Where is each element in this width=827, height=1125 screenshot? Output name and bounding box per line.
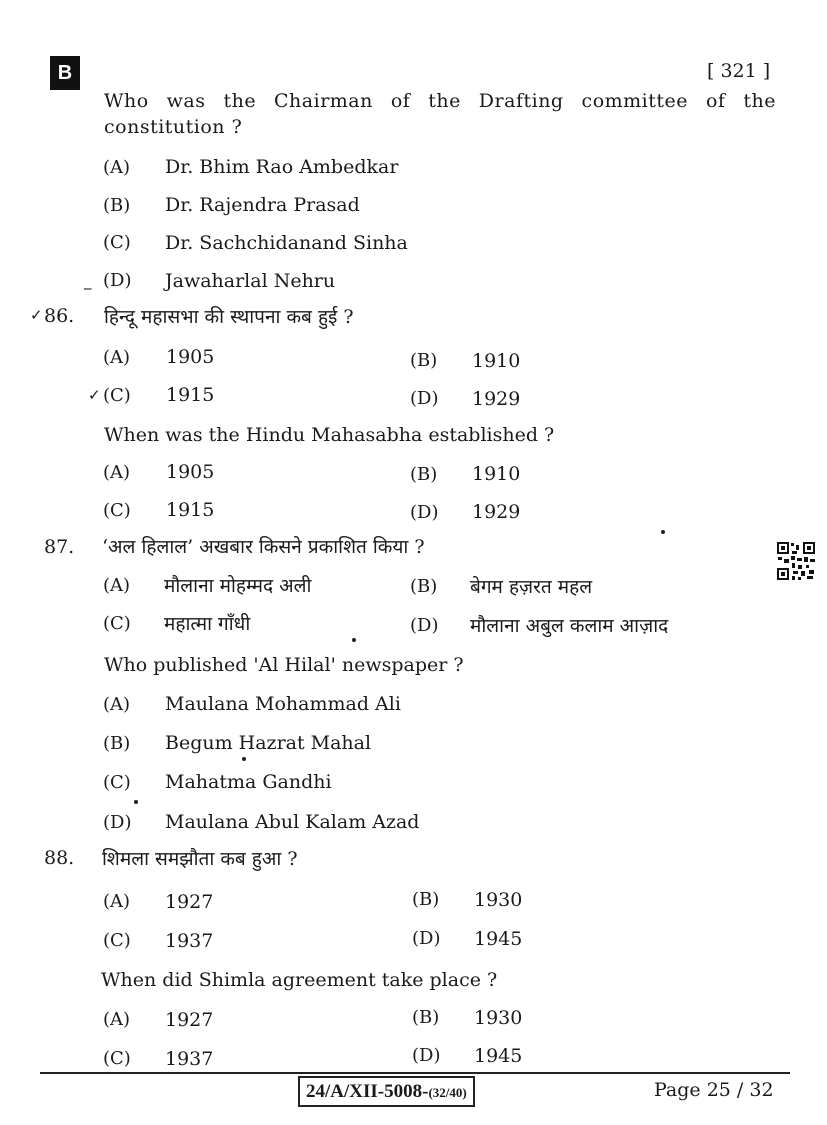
q87-en-option-d-text: Maulana Abul Kalam Azad bbox=[165, 811, 420, 833]
q87-hi-option-b-text: बेगम हज़रत महल bbox=[470, 576, 593, 598]
qr-code-icon bbox=[776, 541, 816, 581]
q86-en-option-b-label: (B) bbox=[410, 464, 438, 485]
q87-hi-option-d-label: (D) bbox=[410, 615, 439, 636]
tick-mark-icon: ✓ bbox=[30, 306, 43, 324]
q85-option-b-text: Dr. Rajendra Prasad bbox=[165, 194, 360, 216]
q88-hi-option-c-text: 1937 bbox=[165, 930, 214, 952]
q88-hi-option-d-text: 1945 bbox=[474, 928, 523, 950]
q88-hi-option-d-label: (D) bbox=[412, 928, 441, 949]
q85-question-line2: constitution ? bbox=[104, 116, 243, 138]
q86-english-question: When was the Hindu Mahasabha established ? bbox=[104, 424, 555, 446]
q88-en-option-c-text: 1937 bbox=[165, 1048, 214, 1070]
q88-hi-option-a-label: (A) bbox=[103, 891, 131, 912]
pen-mark: _ bbox=[84, 272, 92, 290]
page-number: Page 25 / 32 bbox=[654, 1079, 774, 1101]
q85-option-d-text: Jawaharlal Nehru bbox=[165, 270, 336, 292]
paper-code: 24/A/XII-5008- bbox=[306, 1081, 429, 1102]
q86-hindi-question: हिन्दू महासभा की स्थापना कब हुई ? bbox=[104, 306, 354, 328]
q86-hi-option-a-text: 1905 bbox=[166, 346, 215, 368]
q88-en-option-d-text: 1945 bbox=[474, 1045, 523, 1067]
q86-en-option-c-label: (C) bbox=[103, 500, 131, 521]
q88-english-question: When did Shimla agreement take place ? bbox=[101, 969, 498, 991]
q87-hi-option-a-label: (A) bbox=[103, 575, 131, 596]
q86-hi-option-b-label: (B) bbox=[410, 350, 438, 371]
q88-en-option-b-text: 1930 bbox=[474, 1007, 523, 1029]
scan-speck bbox=[661, 530, 665, 534]
q85-option-c-label: (C) bbox=[103, 232, 131, 253]
q85-question-line1: Who was the Chairman of the Drafting committee of the bbox=[104, 90, 776, 112]
q87-hi-option-d-text: मौलाना अबुल कलाम आज़ाद bbox=[470, 615, 669, 637]
q87-en-option-b-label: (B) bbox=[103, 733, 131, 754]
q87-en-option-c-text: Mahatma Gandhi bbox=[165, 771, 332, 793]
q85-option-a-label: (A) bbox=[103, 157, 131, 178]
q88-hi-option-b-label: (B) bbox=[412, 889, 440, 910]
q87-hi-option-c-label: (C) bbox=[103, 613, 131, 634]
q87-hindi-question: ‘अल हिलाल’ अखबार किसने प्रकाशित किया ? bbox=[102, 536, 425, 558]
paper-code-suffix: (32/40) bbox=[428, 1085, 467, 1100]
q88-en-option-d-label: (D) bbox=[412, 1045, 441, 1066]
q88-en-option-a-label: (A) bbox=[103, 1009, 131, 1030]
q87-hi-option-c-text: महात्मा गाँधी bbox=[164, 613, 251, 635]
q88-en-option-c-label: (C) bbox=[103, 1048, 131, 1069]
footer-divider bbox=[40, 1072, 790, 1074]
q86-en-option-d-label: (D) bbox=[410, 502, 439, 523]
q86-hi-option-d-label: (D) bbox=[410, 388, 439, 409]
q86-number: 86. bbox=[44, 305, 75, 327]
section-badge: B bbox=[50, 56, 80, 90]
q86-hi-option-a-label: (A) bbox=[103, 347, 131, 368]
q87-en-option-d-label: (D) bbox=[103, 812, 132, 833]
q86-en-option-a-label: (A) bbox=[103, 462, 131, 483]
q86-hi-option-d-text: 1929 bbox=[472, 388, 521, 410]
q86-en-option-d-text: 1929 bbox=[472, 501, 521, 523]
q86-hi-option-c-label: (C) bbox=[103, 385, 131, 406]
q86-hi-option-c-text: 1915 bbox=[166, 384, 215, 406]
q86-en-option-c-text: 1915 bbox=[166, 499, 215, 521]
q88-hi-option-a-text: 1927 bbox=[165, 891, 214, 913]
scan-speck bbox=[352, 638, 356, 642]
q87-english-question: Who published 'Al Hilal' newspaper ? bbox=[104, 654, 464, 676]
tick-mark-icon: ✓ bbox=[88, 386, 101, 404]
q87-en-option-b-text: Begum Hazrat Mahal bbox=[165, 732, 372, 754]
scan-speck bbox=[134, 800, 138, 804]
scan-speck bbox=[242, 757, 246, 761]
q86-en-option-b-text: 1910 bbox=[472, 463, 521, 485]
q86-hi-option-b-text: 1910 bbox=[472, 350, 521, 372]
q88-hi-option-b-text: 1930 bbox=[474, 889, 523, 911]
q87-hi-option-a-text: मौलाना मोहम्मद अली bbox=[164, 575, 312, 597]
q87-en-option-a-label: (A) bbox=[103, 694, 131, 715]
q87-number: 87. bbox=[44, 536, 75, 558]
q88-en-option-a-text: 1927 bbox=[165, 1009, 214, 1031]
q85-option-b-label: (B) bbox=[103, 195, 131, 216]
q87-en-option-a-text: Maulana Mohammad Ali bbox=[165, 693, 401, 715]
q88-hi-option-c-label: (C) bbox=[103, 930, 131, 951]
q85-option-a-text: Dr. Bhim Rao Ambedkar bbox=[165, 156, 399, 178]
q87-en-option-c-label: (C) bbox=[103, 772, 131, 793]
paper-code-box bbox=[298, 1076, 475, 1107]
q88-en-option-b-label: (B) bbox=[412, 1007, 440, 1028]
q87-hi-option-b-label: (B) bbox=[410, 576, 438, 597]
q85-option-c-text: Dr. Sachchidanand Sinha bbox=[165, 232, 408, 254]
q88-hindi-question: शिमला समझौता कब हुआ ? bbox=[102, 848, 298, 870]
q85-option-d-label: (D) bbox=[103, 270, 132, 291]
q86-en-option-a-text: 1905 bbox=[166, 461, 215, 483]
q88-number: 88. bbox=[44, 847, 75, 869]
page-marker: [ 321 ] bbox=[707, 60, 771, 82]
